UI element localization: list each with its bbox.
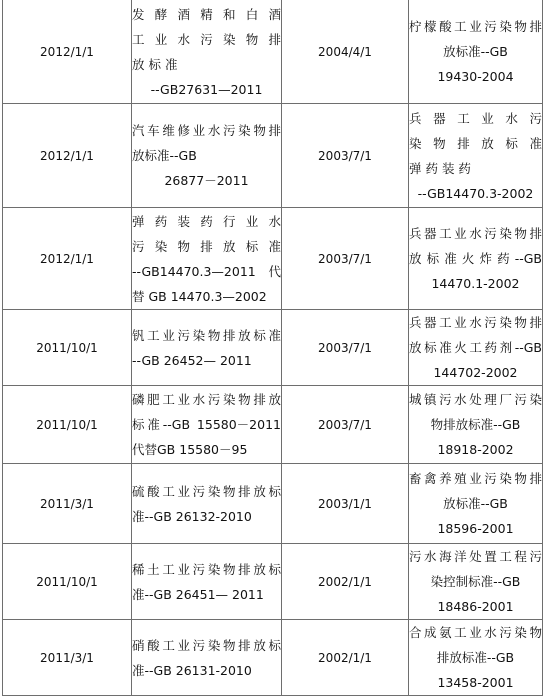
standard-name-cell: [132, 310, 282, 386]
standard-name-cell: [132, 386, 282, 464]
implementation-date-cell: 2003/1/1: [282, 464, 409, 544]
implementation-date-cell: 2012/1/1: [3, 208, 132, 310]
standard-text-line: --GB 26452— 2011: [132, 352, 252, 368]
implementation-date-cell: 2012/1/1: [3, 0, 132, 104]
standard-text-line: 城镇污水处理厂污染: [409, 392, 542, 407]
standard-name-cell: [409, 310, 543, 386]
implementation-date-cell: 2003/7/1: [282, 208, 409, 310]
standard-text-line: 弹 药 装 药 行 业 水: [132, 213, 281, 229]
table-row: [3, 0, 543, 104]
standard-text-line: 染 物 排 放 标 准: [409, 135, 542, 151]
standard-name-cell: [132, 544, 282, 620]
standard-name-cell: [409, 620, 543, 696]
standard-text-line: 19430-2004: [437, 69, 514, 84]
standard-text-line: 26877－2011: [164, 173, 249, 188]
standard-text-line: 兵器工业水污染物排: [409, 315, 542, 330]
implementation-date-cell: 2011/10/1: [3, 544, 132, 620]
standard-text-line: 染控制标准--GB: [430, 574, 521, 589]
standard-text-line: 污 染 物 排 放 标 准: [132, 238, 281, 254]
implementation-date-cell: 2011/3/1: [3, 464, 132, 544]
standard-name-cell: [409, 386, 543, 464]
standard-name-cell: [409, 464, 543, 544]
standard-text-line: 钒工业污染物排放标准: [132, 327, 281, 343]
standard-text-line: 硝酸工业污染物排放标: [132, 637, 281, 653]
standard-name-cell: [132, 0, 282, 104]
table-row: [3, 310, 543, 386]
standard-text-line: 放 标 准: [132, 56, 178, 72]
implementation-date-cell: 2012/1/1: [3, 104, 132, 208]
standard-text-line: --GB14470.3—2011 代: [132, 263, 281, 279]
standard-name-cell: [409, 208, 543, 310]
implementation-date-cell: 2011/10/1: [3, 386, 132, 464]
standard-text-line: 弹 药 装 药: [409, 160, 471, 176]
standard-text-line: 发 酵 酒 精 和 白 酒: [132, 6, 281, 22]
table-row: [3, 544, 543, 620]
standard-text-line: 排放标准--GB: [436, 650, 515, 665]
standard-text-line: 汽车维修业水污染物排: [132, 123, 281, 138]
standard-name-cell: [132, 104, 282, 208]
implementation-date-cell: 2011/10/1: [3, 310, 132, 386]
standard-text-line: 替 GB 14470.3—2002: [132, 288, 267, 304]
implementation-date-cell: 2003/7/1: [282, 386, 409, 464]
standard-text-line: 标准--GB 15580－2011: [132, 417, 281, 432]
standard-text-line: 准--GB 26132-2010: [132, 508, 252, 524]
standard-text-line: 稀土工业污染物排放标: [132, 561, 281, 577]
standards-table-body: [3, 0, 543, 696]
table-row: [3, 464, 543, 544]
standard-text-line: 兵器工业水污染物排: [409, 226, 542, 241]
standard-text-line: 18596-2001: [437, 521, 514, 536]
standards-table: [2, 0, 543, 696]
standard-name-cell: [409, 0, 543, 104]
implementation-date-cell: 2003/7/1: [282, 310, 409, 386]
standard-text-line: 畜禽养殖业污染物排: [409, 471, 542, 486]
standard-text-line: 污水海洋处置工程污: [409, 549, 542, 564]
standard-text-line: 物排放标准--GB: [430, 417, 521, 432]
standard-text-line: --GB14470.3-2002: [417, 185, 534, 201]
standard-text-line: 18486-2001: [437, 599, 514, 614]
standard-text-line: 14470.1-2002: [431, 276, 520, 291]
standard-name-cell: [132, 464, 282, 544]
standard-text-line: 放标准火工药剂--GB: [409, 340, 542, 355]
standard-text-line: 准--GB 26131-2010: [132, 662, 252, 678]
table-row: [3, 620, 543, 696]
implementation-date-cell: 2002/1/1: [282, 544, 409, 620]
standard-name-cell: [132, 620, 282, 696]
standard-text-line: 13458-2001: [437, 675, 514, 690]
standard-name-cell: [409, 544, 543, 620]
standard-text-line: 工 业 水 污 染 物 排: [132, 31, 281, 47]
standard-name-cell: [132, 208, 282, 310]
implementation-date-cell: 2003/7/1: [282, 104, 409, 208]
standard-text-line: 磷肥工业水污染物排放: [132, 392, 281, 407]
standard-text-line: 准--GB 26451— 2011: [132, 586, 264, 602]
standard-text-line: 兵 器 工 业 水 污: [409, 110, 542, 126]
implementation-date-cell: 2004/4/1: [282, 0, 409, 104]
standard-text-line: 放标准--GB: [443, 496, 508, 511]
standard-text-line: 放标准--GB: [443, 44, 508, 59]
standard-text-line: 代替GB 15580－95: [132, 442, 248, 457]
table-row: [3, 208, 543, 310]
standard-text-line: 放标准--GB: [132, 148, 197, 163]
standard-name-cell: [409, 104, 543, 208]
standard-text-line: 硫酸工业污染物排放标: [132, 483, 281, 499]
table-row: [3, 104, 543, 208]
implementation-date-cell: 2002/1/1: [282, 620, 409, 696]
standard-text-line: 合成氨工业水污染物: [409, 625, 542, 640]
standard-text-line: 放标准火炸药--GB: [409, 251, 542, 266]
standard-text-line: 144702-2002: [433, 365, 518, 380]
standard-text-line: 18918-2002: [437, 442, 514, 457]
standard-text-line: --GB27631—2011: [150, 81, 263, 97]
table-row: [3, 386, 543, 464]
standard-text-line: 柠檬酸工业污染物排: [409, 19, 542, 34]
implementation-date-cell: 2011/3/1: [3, 620, 132, 696]
